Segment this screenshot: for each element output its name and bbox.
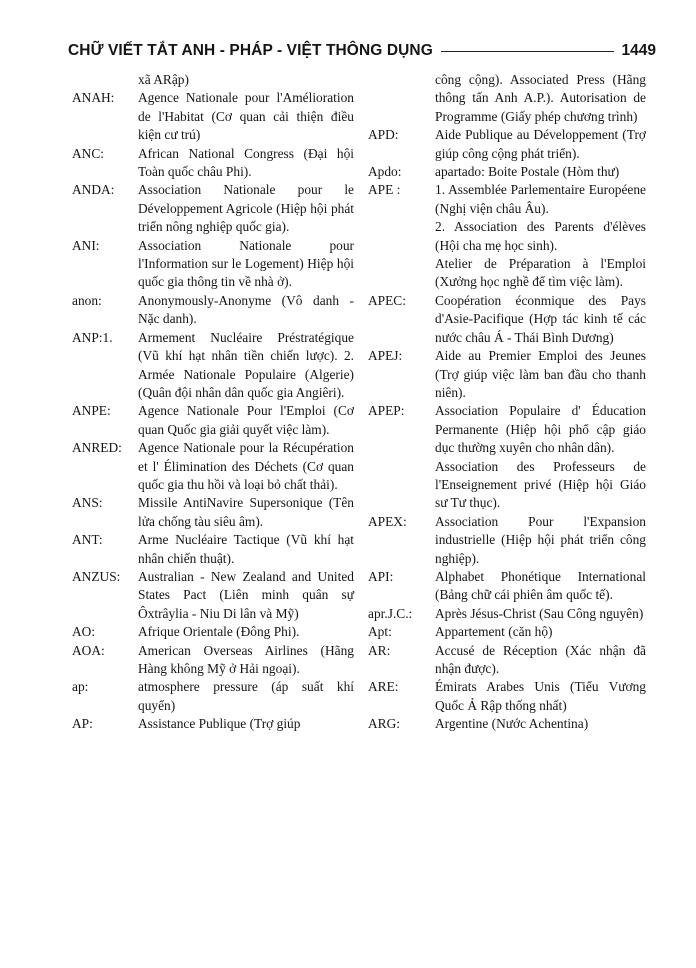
entry-abbreviation: [368, 255, 435, 292]
dictionary-entry: [368, 623, 646, 641]
entry-abbreviation: ARG:: [368, 716, 400, 732]
dictionary-entry: [368, 163, 646, 181]
dictionary-entry: [368, 347, 646, 402]
entry-definition: Agence Nationale Pour l'Emploi (Cơ quan Quốc gia giải quyết việc làm).: [138, 403, 354, 437]
entry-abbreviation: AP:: [72, 716, 93, 732]
dictionary-entry: [368, 678, 646, 715]
dictionary-entry: [72, 531, 354, 568]
dictionary-entry: [72, 145, 354, 182]
dictionary-entry: [368, 181, 646, 218]
dictionary-entry: [368, 71, 646, 126]
dictionary-entry: [72, 181, 354, 236]
dictionary-entry: [368, 218, 646, 255]
dictionary-entry: [72, 623, 354, 641]
dictionary-entry: [72, 715, 354, 733]
page-header: [68, 40, 656, 62]
entry-definition: công cộng). Associated Press (Hãng thông tấn Anh A.P.). Autorisation de Programme (Giấy phép chương trình): [435, 72, 646, 124]
entry-abbreviation: AO:: [72, 624, 96, 640]
dictionary-entry: [72, 329, 354, 403]
entry-abbreviation: AOA:: [72, 642, 105, 658]
right-column: [368, 71, 646, 734]
entry-abbreviation: anon:: [72, 292, 102, 308]
entry-abbreviation: APEC:: [368, 292, 406, 308]
entry-abbreviation: [368, 71, 435, 126]
entry-definition: Coopération éconmique des Pays d'Asie-Pacifique (Hợp tác kinh tế các nước châu Á - Thái Bình Dương): [435, 292, 646, 345]
dictionary-entry: [368, 402, 646, 457]
dictionary-entry: [72, 402, 354, 439]
entry-abbreviation: ANS:: [72, 495, 103, 511]
entry-definition: Anonymously-Anonyme (Vô danh - Nặc danh).: [138, 292, 354, 327]
entry-definition: American Overseas Airlines (Hãng Hàng không Mỹ ở Hải ngoại).: [138, 642, 354, 676]
dictionary-entry: [368, 605, 646, 623]
entry-abbreviation: API:: [368, 568, 394, 584]
dictionary-entry: [72, 71, 354, 89]
entry-definition: Alphabet Phonétique International (Bảng chữ cái phiên âm quốc tế).: [435, 568, 646, 603]
entry-abbreviation: Apdo:: [368, 164, 402, 180]
entry-definition: Arme Nucléaire Tactique (Vũ khí hạt nhân chiến thuật).: [138, 532, 354, 566]
dictionary-entry: [368, 513, 646, 568]
entry-abbreviation: AR:: [368, 642, 391, 658]
dictionary-entry: [72, 494, 354, 531]
entry-definition: Association Nationale pour l'Information sur le Logement) Hiệp hội quốc gia thông tin về nhà ở).: [138, 237, 354, 290]
dictionary-entry: [368, 292, 646, 347]
entry-definition: xã ARập): [138, 72, 189, 87]
entry-definition: Association Nationale pour le Développement Agricole (Hiệp hội phát triển nông nghiệp quốc gia).: [138, 182, 354, 235]
entry-definition: Australian - New Zealand and United States Pact (Liên minh quân sự Ôxtrâylia - Niu Di lân và Mỹ): [138, 568, 354, 621]
dictionary-entry: [72, 89, 354, 144]
entry-abbreviation: [368, 458, 435, 513]
dictionary-entry: [368, 458, 646, 513]
entry-abbreviation: ARE:: [368, 679, 399, 695]
entry-definition: atmosphere pressure (áp suất khí quyển): [138, 679, 354, 713]
entry-abbreviation: APD:: [368, 127, 399, 143]
entry-definition: Atelier de Préparation à l'Emploi (Xưởng học nghề để tìm việc làm).: [435, 256, 646, 290]
entry-abbreviation: ANRED:: [72, 440, 122, 456]
entry-abbreviation: ANAH:: [72, 90, 115, 106]
entry-abbreviation: ANT:: [72, 532, 103, 548]
entry-abbreviation: ANDA:: [72, 182, 115, 198]
dictionary-entry: [368, 642, 646, 679]
entry-definition: Assistance Publique (Trợ giúp: [138, 716, 301, 732]
entry-definition: Émirats Arabes Unis (Tiểu Vương Quốc Ả Rập thống nhất): [435, 679, 646, 713]
entry-definition: Accusé de Réception (Xác nhận đã nhận được).: [435, 642, 646, 676]
entry-definition: 2. Association des Parents d'élèves (Hội cha mẹ học sinh).: [435, 219, 646, 253]
entry-abbreviation: ANP:1.: [72, 329, 113, 345]
entry-abbreviation: Apt:: [368, 624, 392, 640]
entry-abbreviation: ANC:: [72, 145, 104, 161]
entry-abbreviation: [368, 218, 435, 255]
entry-abbreviation: ANZUS:: [72, 568, 121, 584]
entry-definition: Association Populaire d' Éducation Permanente (Hiệp hội phổ cập giáo dục thường xuyên cho nhân dân).: [435, 403, 646, 456]
entry-definition: Agence Nationale pour l'Amélioration de l'Habitat (Cơ quan cải thiện điều kiện cư trú): [138, 90, 354, 143]
dictionary-entry: [72, 237, 354, 292]
entry-definition: Après Jésus-Christ (Sau Công nguyên): [435, 605, 644, 621]
dictionary-entry: [368, 126, 646, 163]
entry-definition: Aide Publique au Développement (Trợ giúp công cộng phát triển).: [435, 127, 646, 161]
dictionary-entry: [368, 715, 646, 733]
entry-definition: Argentine (Nước Achentina): [435, 716, 589, 732]
dictionary-entry: [72, 439, 354, 494]
entry-definition: Association Pour l'Expansion industrielle (Hiệp hội phát triển công nghiệp).: [435, 513, 646, 566]
header-rule: [441, 51, 614, 52]
entry-abbreviation: APE :: [368, 182, 401, 198]
dictionary-entry: [72, 678, 354, 715]
entry-abbreviation: ANI:: [72, 237, 100, 253]
entry-definition: Armement Nucléaire Préstratégique (Vũ khí hạt nhân tiền chiến lược). 2. Armée Nationale Populaire (Algerie) (Quân đội nhân dân quốc gia Angiêri).: [138, 329, 354, 400]
left-column: [72, 71, 354, 734]
entry-definition: Agence Nationale pour la Récupération et l' Élimination des Déchets (Cơ quan quốc gia thu hồi và loại bỏ chất thải).: [138, 440, 354, 492]
dictionary-entry: [72, 642, 354, 679]
entry-definition: Missile AntiNavire Supersonique (Tên lửa chống tàu siêu âm).: [138, 495, 354, 529]
entry-definition: Aide au Premier Emploi des Jeunes (Trợ giúp việc làm ban đầu cho thanh niên).: [435, 348, 646, 400]
dictionary-entry: [368, 568, 646, 605]
page-number: 1449: [621, 42, 656, 59]
entry-definition: 1. Assemblée Parlementaire Européene (Nghị viện châu Âu).: [435, 182, 646, 216]
entry-abbreviation: APEP:: [368, 403, 405, 419]
dictionary-entry: [368, 255, 646, 292]
dictionary-entry: [72, 568, 354, 623]
dictionary-entry: [72, 292, 354, 329]
entry-definition: apartado: Boite Postale (Hòm thư): [435, 164, 620, 180]
entry-abbreviation: ANPE:: [72, 403, 111, 419]
entry-abbreviation: ap:: [72, 679, 89, 695]
entry-abbreviation: APEJ:: [368, 348, 403, 364]
entry-abbreviation: APEX:: [368, 513, 407, 529]
running-title: CHỮ VIẾT TẮT ANH - PHÁP - VIỆT THÔNG DỤNG: [68, 42, 433, 59]
entry-definition: Appartement (căn hộ): [435, 624, 553, 640]
entry-abbreviation: [72, 71, 138, 89]
entry-abbreviation: apr.J.C.:: [368, 605, 413, 621]
entry-definition: Association des Professeurs de l'Enseignement privé (Hiệp hội Giáo sư Tư thục).: [435, 458, 646, 511]
entry-definition: Afrique Orientale (Đông Phi).: [138, 624, 300, 640]
entry-definition: African National Congress (Đại hội Toàn quốc châu Phi).: [138, 145, 354, 180]
